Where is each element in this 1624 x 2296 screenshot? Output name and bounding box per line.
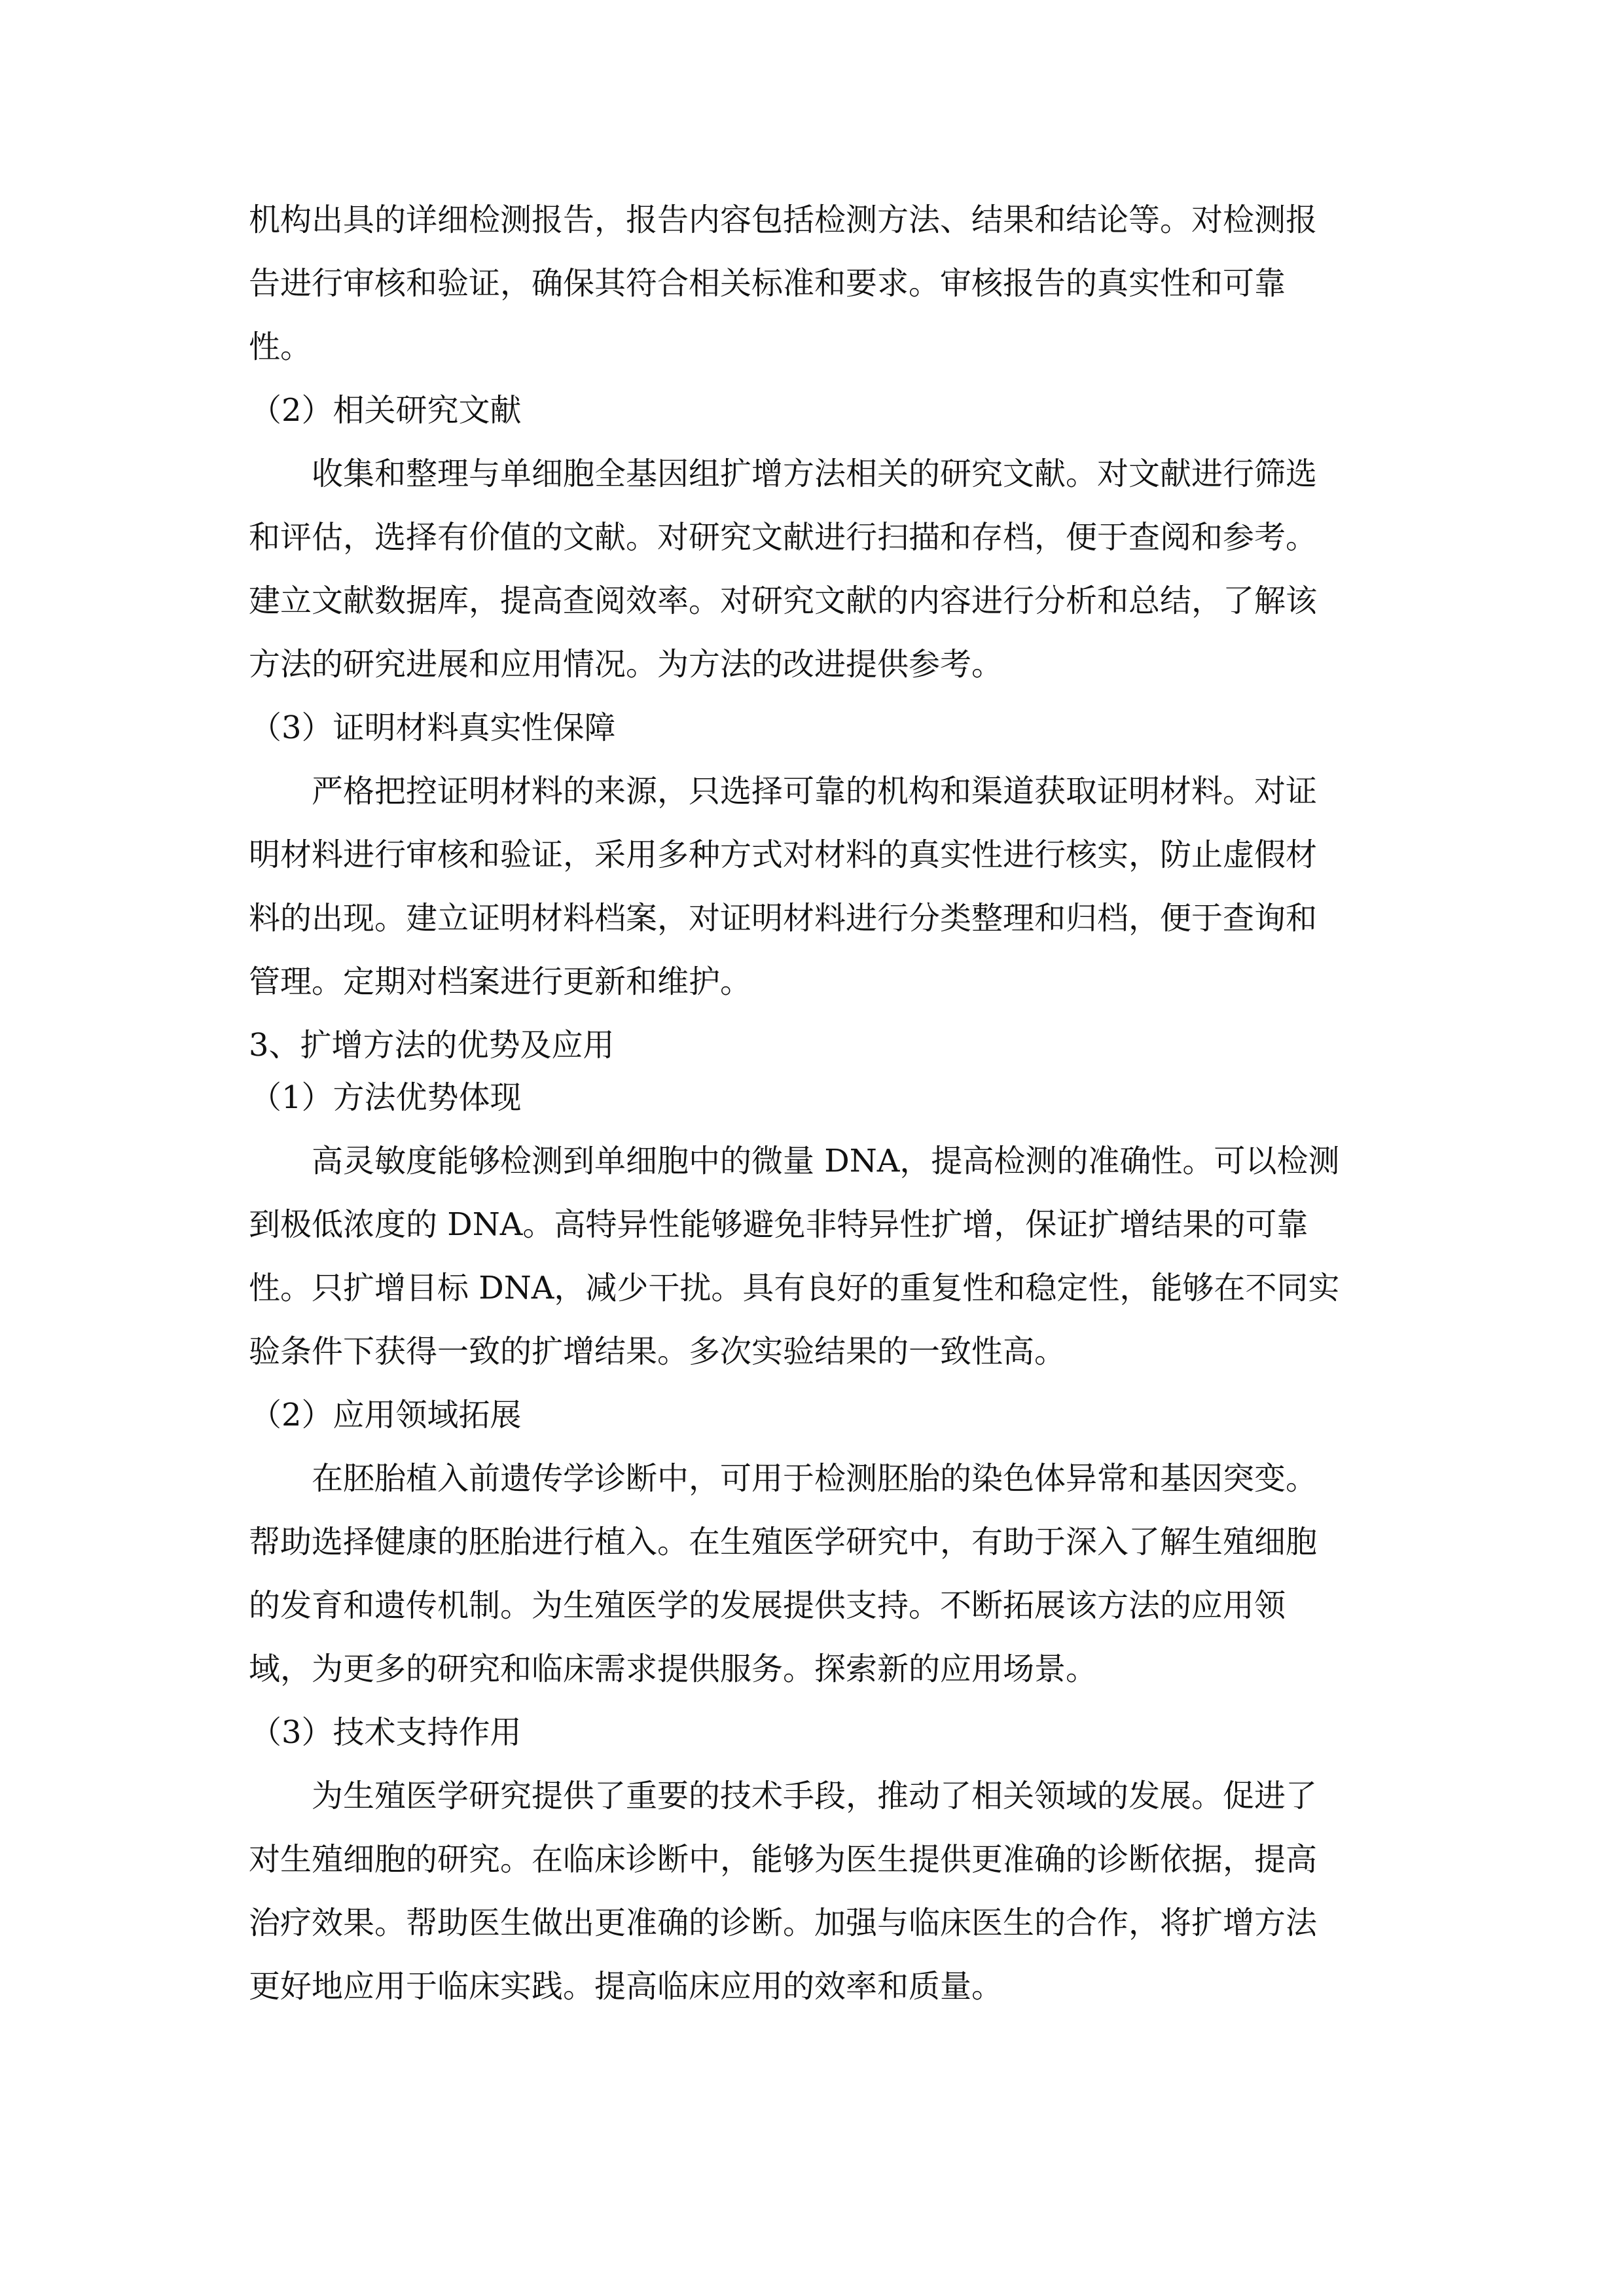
text-line: 建立文献数据库，提高查阅效率。对研究文献的内容进行分析和总结，了解该 bbox=[249, 583, 1318, 619]
text-line: 高灵敏度能够检测到单细胞中的微量 DNA，提高检测的准确性。可以检测 bbox=[312, 1143, 1340, 1179]
text-line: 收集和整理与单细胞全基因组扩增方法相关的研究文献。对文献进行筛选 bbox=[312, 456, 1318, 492]
text-line: 为生殖医学研究提供了重要的技术手段，推动了相关领域的发展。促进了 bbox=[312, 1778, 1318, 1814]
subheading-related-literature: （2）相关研究文献 bbox=[250, 392, 522, 429]
text-line: 告进行审核和验证，确保其符合相关标准和要求。审核报告的真实性和可靠 bbox=[249, 265, 1286, 302]
text-line: 性。只扩增目标 DNA，减少干扰。具有良好的重复性和稳定性，能够在不同实 bbox=[249, 1270, 1340, 1306]
text-line: 验条件下获得一致的扩增结果。多次实验结果的一致性高。 bbox=[249, 1333, 1066, 1370]
text-line: 机构出具的详细检测报告，报告内容包括检测方法、结果和结论等。对检测报 bbox=[249, 202, 1318, 238]
text-line: 料的出现。建立证明材料档案，对证明材料进行分类整理和归档，便于查询和 bbox=[249, 900, 1318, 937]
section-heading-advantages-applications: 3、扩增方法的优势及应用 bbox=[249, 1027, 615, 1064]
text-line: 方法的研究进展和应用情况。为方法的改进提供参考。 bbox=[249, 646, 1003, 683]
intro-paragraph bbox=[249, 200, 1375, 367]
text-line: 帮助选择健康的胚胎进行植入。在生殖医学研究中，有助于深入了解生殖细胞 bbox=[249, 1524, 1318, 1560]
subheading-application-expansion: （2）应用领域拓展 bbox=[250, 1397, 522, 1433]
paragraph-related-literature bbox=[249, 454, 1375, 685]
subheading-technical-support: （3）技术支持作用 bbox=[250, 1714, 522, 1751]
text-line: 到极低浓度的 DNA。高特异性能够避免非特异性扩增，保证扩增结果的可靠 bbox=[249, 1206, 1308, 1243]
text-line: 和评估，选择有价值的文献。对研究文献进行扫描和存档，便于查阅和参考。 bbox=[249, 519, 1318, 556]
subheading-authenticity-guarantee: （3）证明材料真实性保障 bbox=[250, 709, 616, 746]
subheading-method-advantages: （1）方法优势体现 bbox=[250, 1079, 522, 1116]
text-line: 在胚胎植入前遗传学诊断中，可用于检测胚胎的染色体异常和基因突变。 bbox=[312, 1460, 1318, 1497]
text-line: 明材料进行审核和验证，采用多种方式对材料的真实性进行核实，防止虚假材 bbox=[249, 836, 1318, 873]
text-line: 治疗效果。帮助医生做出更准确的诊断。加强与临床医生的合作，将扩增方法 bbox=[249, 1905, 1318, 1941]
text-line: 管理。定期对档案进行更新和维护。 bbox=[249, 963, 752, 1000]
text-line: 域，为更多的研究和临床需求提供服务。探索新的应用场景。 bbox=[249, 1651, 1098, 1687]
text-line: 对生殖细胞的研究。在临床诊断中，能够为医生提供更准确的诊断依据，提高 bbox=[249, 1841, 1318, 1878]
paragraph-application-expansion bbox=[249, 1458, 1375, 1689]
text-line: 性。 bbox=[249, 329, 312, 365]
paragraph-authenticity-guarantee bbox=[249, 771, 1375, 1002]
text-line: 的发育和遗传机制。为生殖医学的发展提供支持。不断拓展该方法的应用领 bbox=[249, 1587, 1286, 1624]
text-line: 严格把控证明材料的来源，只选择可靠的机构和渠道获取证明材料。对证 bbox=[312, 773, 1318, 810]
paragraph-technical-support bbox=[249, 1776, 1375, 2007]
paragraph-method-advantages bbox=[249, 1141, 1375, 1372]
document-body bbox=[249, 200, 1375, 2030]
text-line: 更好地应用于临床实践。提高临床应用的效率和质量。 bbox=[249, 1968, 1003, 2005]
